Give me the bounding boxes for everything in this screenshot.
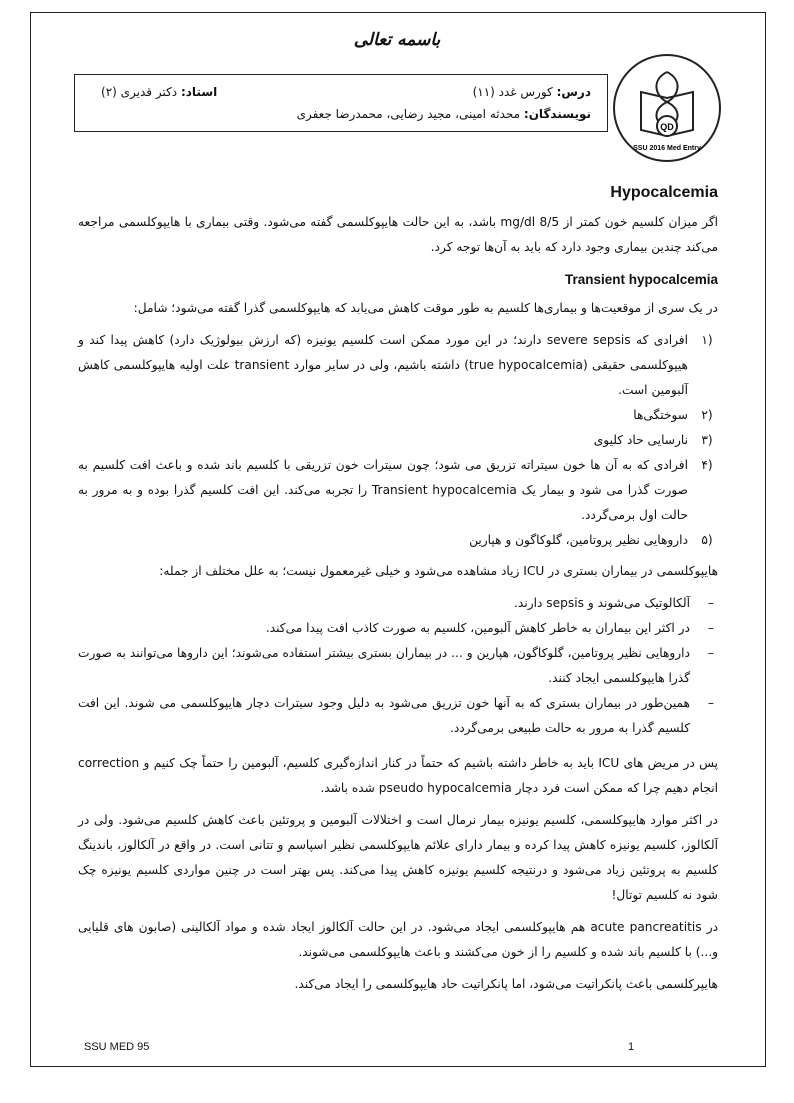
- course-field: [217, 81, 591, 103]
- list-number: (۱: [701, 333, 713, 347]
- icu-intro: هایپوکلسمی در بیماران بستری در ICU زیاد مشاهده می‌شود و خیلی غیرمعمول نیست؛ به علل مختلف از جمله:: [159, 564, 718, 578]
- list-item: [78, 528, 713, 553]
- list-number: (۴: [701, 458, 713, 472]
- teacher-value: دکتر قدیری (۲): [101, 85, 181, 99]
- transient-intro: در یک سری از موقعیت‌ها و بیماری‌ها کلسیم به طور موقت کاهش می‌یابد که هایپوکلسمی گذرا گفته می‌شود؛ شامل:: [133, 301, 718, 315]
- dash-item: – در اکثر این بیماران به خاطر کاهش آلبومین، کلسیم به صورت کاذب افت پیدا می‌کند.: [78, 616, 690, 641]
- footer-label: SSU MED 95: [84, 1041, 150, 1053]
- icu-causes-list: [78, 591, 718, 741]
- list-number: (۵: [701, 533, 713, 547]
- intro-paragraph: اگر میزان کلسیم خون کمتر از 8/5 mg/dl باشد، به این حالت هایپوکلسمی گفته می‌شود. وقتی بیماری با هایپوکلسمی مراجعه می‌کند چندین بیماری وجود دارد که باید به آن‌ها توجه کرد.: [78, 215, 719, 254]
- list-text: داروهایی نظیر پروتامین، گلوکاگون و هپارین: [469, 533, 688, 547]
- dash-item: – داروهایی نظیر پروتامین، گلوکاگون، هپارین و ... در بیماران بستری بیشتر استفاده می‌شوند؛ این داروها می‌توانند به صورت گذرا هایپوکلسمی ایجاد کنند.: [78, 641, 690, 691]
- svg-text:SSU 2016 Med Entry: SSU 2016 Med Entry: [633, 145, 701, 152]
- pancreatitis-paragraph: در acute pancreatitis هم هایپوکلسمی ایجاد می‌شود. در این حالت آلکالوز ایجاد شده و مواد آلکالینی (صابون های قلیایی و...) با کلسیم باند شده و کلسیم را از خون می‌کشند و باعث هایپوکلسمی می‌شوند.: [78, 920, 719, 959]
- document-body: [78, 180, 718, 1004]
- course-info-box: [74, 74, 608, 132]
- bismillah-heading: باسمه تعالی: [353, 30, 441, 50]
- university-logo: [611, 52, 723, 164]
- list-text: افرادی که به آن ها خون سیتراته تزریق می شود؛ چون سیترات خون تزریقی با کلسیم باند شده و باعث افت کلسیم به صورت گذرا می شود و بیمار یک Transient hypocalcemia را تجربه می‌کند. این افت کلسیم گذرا بوده و به مرور به حالت اول برمی‌گردد.: [78, 458, 688, 522]
- causes-list: [78, 328, 718, 553]
- course-label: درس:: [556, 85, 591, 99]
- section-subtitle: Transient hypocalcemia: [564, 272, 718, 287]
- page-title: Hypocalcemia: [610, 184, 718, 201]
- dash-item: – آلکالوتیک می‌شوند و sepsis دارند.: [78, 591, 690, 616]
- course-line: [91, 81, 591, 103]
- authors-field: [297, 103, 591, 125]
- authors-value: محدثه امینی، مجید رضایی، محمدرضا جعفری: [296, 107, 524, 121]
- teacher-field: [101, 81, 217, 103]
- list-text: نارسایی حاد کلیوی: [593, 433, 688, 447]
- dash-item: – همین‌طور در بیماران بستری که به آنها خون تزریق می‌شود به دلیل وجود سیترات دچار هایپوکلسمی می شوند. این افت کلسیم گذرا به مرور به حالت طبیعی برمی‌گردد.: [78, 691, 690, 741]
- page-number: 1: [628, 1041, 635, 1053]
- list-number: (۳: [701, 433, 713, 447]
- list-text: سوختگی‌ها: [633, 408, 688, 422]
- alkalosis-paragraph: در اکثر موارد هایپوکلسمی، کلسیم یونیزه بیمار نرمال است و اختلالات آلبومین و پروتئین باعث کاهش کلسیم می‌شود. ولی در آلکالوز، کلسیم یونیزه کاهش پیدا کرده و بیمار دارای علائم هایپوکلسمی نظیر اسپاسم و تتانی است. در واقع در آلکالوز، باندینگ کلسیم به پروتئین زیاد می‌شود و درنتیجه کلسیم یونیزه کاهش پیدا می‌کند. پس بهتر است در چنین مواردی کلسیم یونیزه چک شود نه کلسیم توتال!: [78, 813, 718, 902]
- authors-label: نویسندگان:: [523, 107, 591, 121]
- list-item: [78, 428, 713, 453]
- authors-line: [91, 103, 591, 125]
- list-text: افرادی که severe sepsis دارند؛ در این مورد ممکن است کلسیم یونیزه (که ارزش بیولوژیک دارد) کاهش پیدا کند و هیپوکلسمی حقیقی (true hypocalcemia) داشته باشیم، ولی در سایر موارد transient علت اولیه هایپوکلسمی کاهش آلبومین است.: [78, 333, 689, 397]
- course-value: کورس غدد (۱۱): [472, 85, 557, 99]
- list-item: [78, 328, 713, 403]
- list-number: (۲: [701, 408, 713, 422]
- teacher-label: استاد:: [180, 85, 218, 99]
- icu-paragraph: پس در مریض های ICU باید به خاطر داشته باشیم که حتماً در کنار اندازه‌گیری کلسیم، آلبومین را حتماً چک کنیم و correction انجام دهیم چرا که ممکن است فرد دچار pseudo hypocalcemia شده باشد.: [78, 756, 718, 795]
- list-item: [78, 453, 713, 528]
- svg-text:QD: QD: [660, 122, 674, 132]
- list-item: [78, 403, 713, 428]
- hypercalcemia-paragraph: هایپرکلسمی باعث پانکراتیت می‌شود، اما پانکراتیت حاد هایپوکلسمی را ایجاد می‌کند.: [294, 977, 718, 991]
